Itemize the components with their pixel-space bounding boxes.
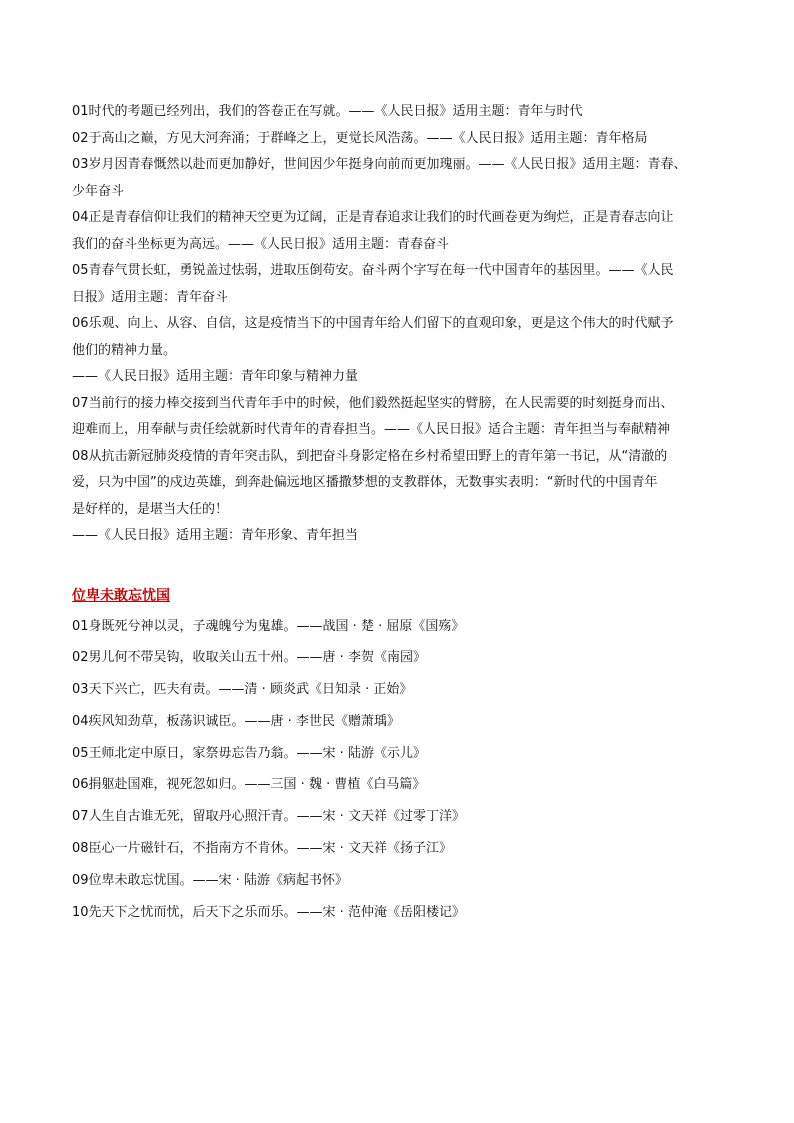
- text-line: 05青春气贯长虹，勇锐盖过怯弱，进取压倒苟安。奋斗两个字写在每一代中国青年的基因里。——《人民: [72, 263, 674, 278]
- text-line: 少年奋斗: [72, 183, 125, 199]
- quote-line: 03天下兴亡，匹夫有责。——清 · 顾炎武《日知录 · 正始》: [72, 682, 413, 698]
- text-line: 是好样的，是堪当大任的！: [72, 501, 229, 517]
- text-line: 07当前行的接力棒交接到当代青年手中的时候，他们毅然挺起坚实的臂膀，在人民需要的时刻挺身而出、: [72, 395, 674, 411]
- quote-line: 07人生自古谁无死，留取丹心照汗青。——宋 · 文天祥《过零丁洋》: [72, 809, 465, 825]
- text-line: ——《人民日报》适用主题：青年印象与精神力量: [72, 369, 359, 384]
- text-line: 日报》适用主题：青年奋斗: [72, 289, 229, 305]
- text-line: 爱，只为中国”的戍边英雄，到奔赴偏远地区播撒梦想的支教群体，无数事实表明：“新时代的中国青年: [72, 475, 658, 490]
- document-content: [72, 99, 742, 928]
- quote-line: 05王师北定中原日，家祭毋忘告乃翁。——宋 · 陆游《示儿》: [72, 745, 426, 761]
- quote-line: 10先天下之忧而忧，后天下之乐而乐。——宋 · 范仲淹《岳阳楼记》: [72, 904, 465, 920]
- text-line: 02于高山之巅，方见大河奔涌；于群峰之上，更觉长风浩荡。——《人民日报》适用主题：青年格局: [72, 130, 648, 146]
- text-line: 迎难而上，用奉献与责任绘就新时代青年的青春担当。——《人民日报》适合主题：青年担当与奉献精神: [72, 422, 671, 437]
- youth-quotes-section: [72, 99, 742, 550]
- text-line: 08从抗击新冠肺炎疫情的青年突击队，到把奋斗身影定格在乡村希望田野上的青年第一书记，从“清澈的: [72, 448, 668, 464]
- quote-line: 09位卑未敢忘忧国。——宋 · 陆游《病起书怀》: [72, 872, 348, 888]
- text-line: ——《人民日报》适用主题：青年形象、青年担当: [72, 528, 359, 543]
- quote-line: 04疾风知劲草，板荡识诚臣。——唐 · 李世民《赠萧瑀》: [72, 713, 400, 729]
- quote-line: 01身既死兮神以灵，子魂魄兮为鬼雄。——战国 · 楚 · 屈原《国殇》: [72, 618, 465, 634]
- text-line: 我们的奋斗坐标更为高远。——《人民日报》适用主题：青春奋斗: [72, 236, 450, 252]
- text-line: 04正是青春信仰让我们的精神天空更为辽阔，正是青春追求让我们的时代画卷更为绚烂，正是青春志向让: [72, 210, 674, 225]
- text-line: 06乐观、向上、从容、自信，这是疫情当下的中国青年给人们留下的直观印象，更是这个伟大的时代赋予: [72, 316, 674, 331]
- quote-line: 02男儿何不带吴钩，收取关山五十州。——唐 · 李贺《南园》: [72, 650, 426, 666]
- quote-line: 08臣心一片磁针石，不指南方不肯休。——宋 · 文天祥《扬子江》: [72, 841, 452, 857]
- patriotism-quotes-section: [72, 583, 742, 929]
- quote-line: 06捐躯赴国难，视死忽如归。——三国 · 魏 · 曹植《白马篇》: [72, 777, 426, 793]
- section-heading: 位卑未敢忘忧国: [72, 587, 170, 604]
- section-spacer: [72, 550, 742, 583]
- text-line: 他们的精神力量。: [72, 342, 177, 358]
- text-line: 03岁月因青春慨然以赴而更加静好，世间因少年挺身向前而更加瑰丽。——《人民日报》适用主题：青春、: [72, 157, 687, 172]
- text-line: 01时代的考题已经列出，我们的答卷正在写就。——《人民日报》适用主题：青年与时代: [72, 104, 583, 119]
